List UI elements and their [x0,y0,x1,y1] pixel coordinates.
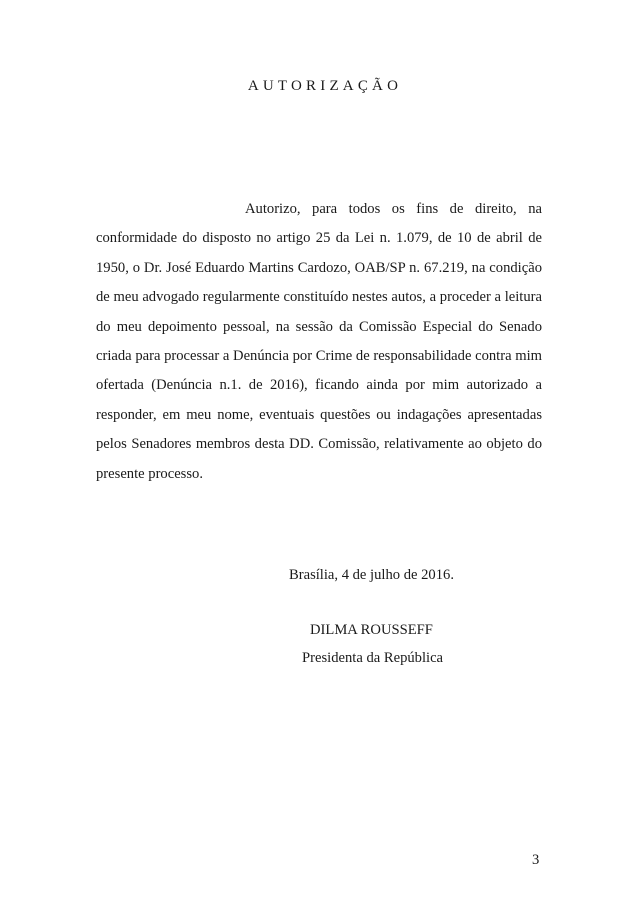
signatory-role: Presidenta da República [302,650,444,666]
date-line: Brasília, 4 de julho de 2016. [289,567,454,583]
authorization-paragraph: Autorizo, para todos os fins de direito, na conformidade do disposto no artigo 25 da Lei n. 1.079, de 10 de abril de 1950, o Dr. José Eduardo Martins Cardozo, OAB/SP n. 67.219, na condição de meu advogado regularmente constituído nestes autos, a proceder a leitura do meu depoimento pessoal, na sessão da Comissão Especial do Senado criada para processar a Denúncia por Crime de responsabilidade contra mim ofertada (Denúncia n.1. de 2016), ficando ainda por mim autorizado a responder, em meu nome, eventuais questões ou indagações apresentadas pelos Senadores membros desta DD. Comissão, relativamente ao objeto do presente processo. [96,201,542,482]
page-number: 3 [532,852,540,868]
document-title: AUTORIZAÇÃO [247,78,403,94]
signatory-name: DILMA ROUSSEFF [310,622,433,638]
